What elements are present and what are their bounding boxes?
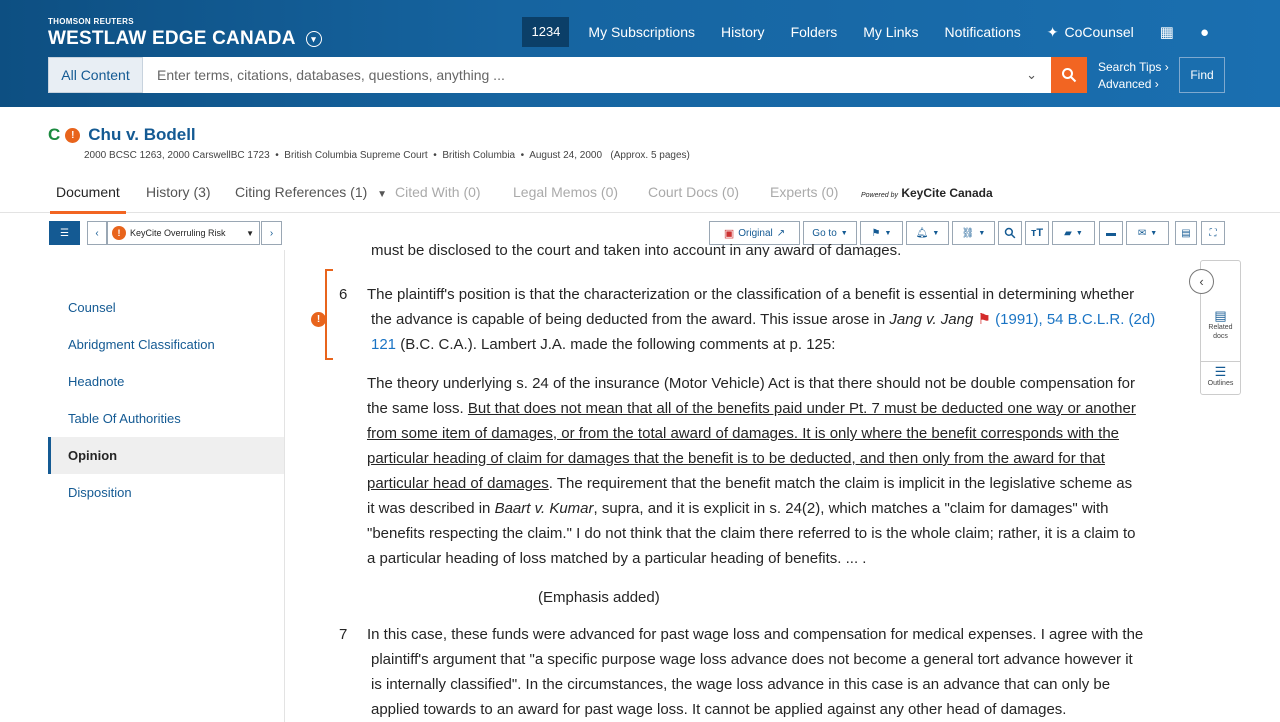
document-outline-sidebar — [48, 250, 284, 511]
sidebar-item-disposition[interactable]: Disposition — [68, 485, 132, 500]
case-citation: 2000 BCSC 1263, 2000 CarswellBC 1723 — [84, 150, 270, 161]
quote-line: the same loss. But that does not mean that all of the benefits paid under Pt. 7 must be deducted one way or another — [367, 400, 1136, 417]
chevron-down-icon: ▼ — [1075, 229, 1083, 237]
warning-icon[interactable]: ! — [65, 128, 80, 143]
external-link-icon: ↗ — [776, 227, 786, 239]
apps-grid-icon[interactable]: ▦ — [1159, 24, 1174, 41]
header-bar — [0, 0, 1280, 107]
quote-line: "benefits respecting the claim." I do not think that the claim there referred to is the whole claim; rather, it is a claim to — [367, 525, 1136, 542]
tab-cited-with: Cited With (0) — [395, 184, 481, 200]
alert-menu-button[interactable] — [906, 221, 949, 245]
pdf-icon: ▣ — [723, 227, 735, 240]
keycite-bracket — [325, 269, 333, 360]
cited-case: Jang v. Jang — [889, 311, 974, 328]
chevron-down-icon: ▼ — [978, 229, 986, 237]
sparkle-icon: ✦ — [1046, 24, 1059, 40]
chevron-down-icon[interactable]: ⌄ — [1026, 67, 1037, 82]
top-nav — [522, 17, 1222, 47]
bell-icon: 🔔︎ — [915, 227, 929, 239]
document-tabs — [0, 176, 1280, 213]
outlines-label: Outlines — [1207, 380, 1234, 387]
keycite-logo: Powered by KeyCite Canada — [861, 186, 993, 200]
fullscreen-icon: ⛶ — [1209, 227, 1217, 239]
search-input[interactable] — [143, 57, 1051, 93]
flag-icon: ⚑ — [871, 227, 881, 239]
chevron-down-icon: ▼ — [1150, 229, 1158, 237]
page-title — [48, 125, 196, 145]
collapse-rail-button[interactable] — [1189, 269, 1214, 294]
search-button[interactable] — [1051, 57, 1087, 93]
folder-icon: ▬ — [1106, 227, 1116, 239]
para7-line2: plaintiff's argument that "a specific purpose wage loss advance does not become a general tort advance however it — [371, 651, 1133, 668]
tab-citing-references[interactable]: Citing References (1) ▼ — [235, 184, 388, 200]
para6-line3: 121 (B.C. C.A.). Lambert J.A. made the following comments at p. 125: — [371, 336, 836, 353]
text-size-button[interactable] — [1025, 221, 1049, 245]
search-placeholder: Enter terms, citations, databases, questions, anything ... — [157, 67, 505, 83]
para7-line1: In this case, these funds were advanced for past wage loss and compensation for medical expenses. I agree with the — [367, 626, 1144, 643]
quote-line: it was described in Baart v. Kumar, supra, and it is explicit in s. 24(2), which matches a "claim for damages" with — [367, 500, 1109, 517]
warning-icon: ! — [112, 226, 126, 240]
paragraph-number: 6 — [339, 286, 348, 303]
sidebar-item-table-of-authorities[interactable]: Table Of Authorities — [68, 411, 181, 426]
outlines-button[interactable] — [1201, 361, 1240, 388]
search-tips — [1098, 59, 1169, 93]
para6-line1: The plaintiff's position is that the characterization or the classification of a benefit is essential in determining whether — [367, 286, 1135, 303]
case-date: August 24, 2000 — [529, 150, 603, 161]
original-label: Original — [738, 227, 773, 239]
chevron-left-icon: ‹ — [1199, 274, 1204, 289]
emphasis-note: (Emphasis added) — [538, 589, 660, 606]
case-court: British Columbia Supreme Court — [284, 150, 428, 161]
find-in-doc-button[interactable] — [998, 221, 1022, 245]
nav-notifications[interactable]: Notifications — [944, 24, 1021, 40]
quote-line: a particular heading of loss matched by a particular heading of benefits. ... . — [367, 550, 867, 567]
delivery-menu-button[interactable] — [1126, 221, 1169, 245]
chevron-down-icon: ▼ — [840, 229, 848, 237]
case-name: Chu v. Bodell — [88, 125, 196, 144]
tab-court-docs: Court Docs (0) — [648, 184, 740, 200]
search-bar — [48, 57, 1087, 93]
red-flag-icon[interactable]: ⚑ — [977, 311, 991, 328]
annotation-menu-button[interactable] — [1052, 221, 1095, 245]
warning-icon[interactable]: ! — [311, 312, 326, 327]
link-icon: ⛓︎ — [961, 227, 975, 239]
tab-document[interactable]: Document — [56, 184, 120, 200]
para7-line3: is internally classified". In the circumstances, the wage loss advance in this case is an advance that can only be — [371, 676, 1111, 693]
search-icon — [1004, 227, 1016, 239]
nav-folders[interactable]: Folders — [790, 24, 838, 40]
quote-line: The theory underlying s. 24 of the insurance (Motor Vehicle) Act is that there should not be double compensation for — [367, 375, 1135, 392]
keycite-filter-label: KeyCite Overruling Risk — [130, 228, 226, 238]
tab-history[interactable]: History (3) — [146, 184, 211, 200]
list-icon: ☰ — [60, 227, 69, 239]
related-docs-button[interactable] — [1201, 309, 1240, 341]
keycite-filter-select[interactable] — [107, 221, 260, 245]
nav-my-subscriptions[interactable]: My Subscriptions — [588, 24, 695, 40]
save-to-folder-button[interactable] — [1099, 221, 1123, 245]
sidebar-item-counsel[interactable]: Counsel — [68, 300, 116, 315]
sidebar-divider — [284, 250, 285, 722]
citation-link-cont[interactable]: 121 — [371, 336, 397, 353]
next-flag-button[interactable] — [261, 221, 282, 245]
link-menu-button[interactable] — [952, 221, 995, 245]
quote-line: from some item of damages, or from the total award of damages. It is only where the benefit corresponds with the — [367, 425, 1120, 442]
prev-flag-button[interactable] — [87, 221, 107, 245]
brand-logo[interactable] — [48, 28, 322, 50]
document-icon: ▤ — [1181, 227, 1191, 239]
chevron-right-icon: › — [269, 227, 274, 239]
chevron-down-icon: ▼ — [246, 228, 254, 238]
email-icon: ✉ — [1137, 227, 1147, 239]
para7-line4: applied towards to an award for past wage loss. It cannot be applied against any other head of damages. — [371, 701, 1067, 718]
case-pages: (Approx. 5 pages) — [610, 150, 690, 161]
quote-line: particular head of damages. The requirement that the benefit match the claim is implicit in the legislative scheme as — [367, 475, 1133, 492]
cocounsel-label: CoCounsel — [1064, 24, 1134, 40]
nav-my-links[interactable]: My Links — [863, 24, 919, 40]
goto-label: Go to — [812, 227, 837, 239]
search-tips-link[interactable]: Search Tips › — [1098, 60, 1169, 74]
sidebar-item-opinion[interactable]: Opinion — [48, 437, 284, 474]
chevron-left-icon: ‹ — [95, 227, 99, 239]
case-jurisdiction: British Columbia — [442, 150, 516, 161]
top-fragment: must be disclosed to the court and taken into account in any award of damages. — [371, 242, 902, 257]
brand-top: THOMSON REUTERS — [48, 17, 134, 26]
client-id[interactable]: 1234 — [522, 17, 569, 47]
search-icon — [1061, 67, 1077, 83]
related-docs-label: Related docs — [1208, 324, 1233, 340]
outline-icon: ☰ — [1214, 364, 1227, 379]
chevron-down-icon: ▼ — [932, 229, 940, 237]
sidebar-item-abridgment-classification[interactable]: Abridgment Classification — [68, 337, 215, 352]
brand-name: WESTLAW EDGE CANADA — [48, 28, 296, 49]
case-metadata: 2000 BCSC 1263, 2000 CarswellBC 1723 • British Columbia Supreme Court • British Columbia • August 24, 2000 (Approx. 5 pages) — [84, 150, 690, 161]
chevron-down-icon[interactable]: ▾ — [306, 31, 322, 47]
paragraph-number: 7 — [339, 626, 348, 643]
text-size-icon: тT — [1030, 227, 1044, 239]
citation-link[interactable]: (1991), 54 B.C.L.R. (2d) — [995, 311, 1156, 328]
document-icon: ▤ — [1214, 308, 1227, 323]
toc-toggle-button[interactable] — [49, 221, 80, 245]
document-view-button[interactable] — [1175, 221, 1197, 245]
quote-line: particular heading of claim for damages that the benefit is to be deducted, and then only from the award for that — [367, 450, 1105, 467]
fullscreen-button[interactable] — [1201, 221, 1225, 245]
chevron-down-icon: ▼ — [884, 229, 892, 237]
tab-experts: Experts (0) — [770, 184, 839, 200]
tab-legal-memos: Legal Memos (0) — [513, 184, 619, 200]
nav-history[interactable]: History — [721, 24, 765, 40]
sidebar-item-headnote[interactable]: Headnote — [68, 374, 125, 389]
advanced-search-link[interactable]: Advanced › — [1098, 77, 1159, 91]
para6-line2: the advance is capable of being deducted from the award. This issue arose in Jang v. Jang ⚑ (1991), 54 B.C.L.R. (2d) — [371, 311, 1156, 328]
note-icon: ▰ — [1064, 227, 1072, 239]
search-scope-select[interactable]: All Content — [48, 57, 143, 93]
user-icon[interactable]: ● — [1199, 23, 1209, 41]
keycite-flag-icon[interactable]: C — [48, 125, 61, 144]
chevron-down-icon[interactable]: ▼ — [377, 189, 388, 200]
nav-cocounsel[interactable] — [1034, 17, 1147, 47]
find-button[interactable]: Find — [1179, 57, 1225, 93]
